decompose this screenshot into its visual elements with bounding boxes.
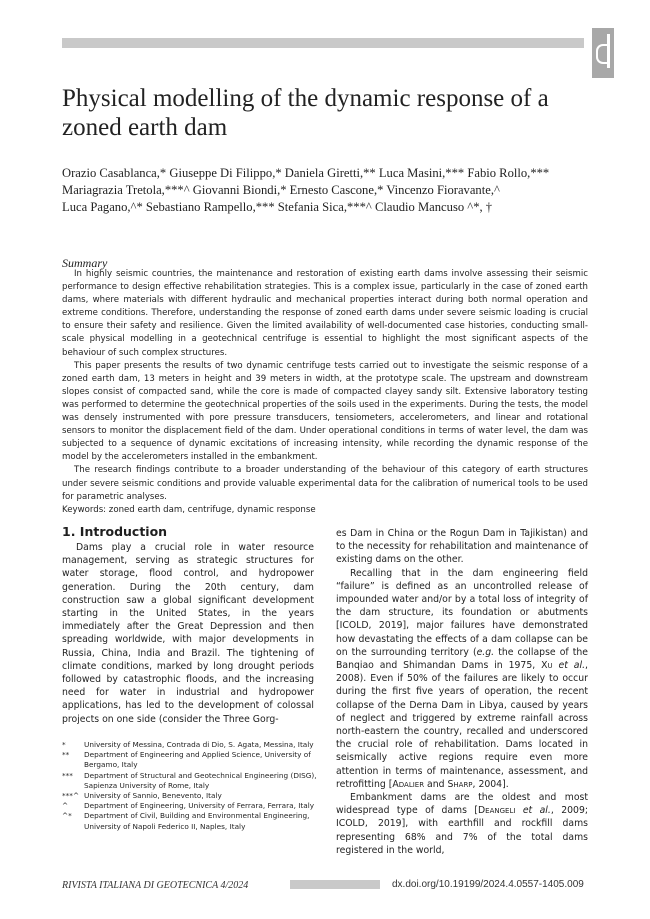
left-column (62, 541, 314, 726)
footnote: ^ Department of Engineering, University of Ferrara, Ferrara, Italy (62, 801, 315, 811)
citation: Deangeli (478, 805, 516, 817)
author-list (62, 165, 592, 216)
footnote: ** Department of Engineering and Applied Science, University of Bergamo, Italy (62, 750, 311, 770)
body-paragraph: Embankment dams are the oldest and most widespread type of dams [Deangeli et al., 2009; ICOLD, 2019], with earthfill and rockfill dams representing 68% and 7% of the total dams registered in the world, (336, 792, 589, 856)
affiliation-footnotes (62, 740, 317, 832)
body-paragraph: es Dam in China or the Rogun Dam in Tajikistan) and to the necessity for rehabilitation and maintenance of existing dams on the other. (336, 528, 588, 566)
citation: Sharp (447, 778, 473, 790)
author-line: Mariagrazia Tretola,***^ Giovanni Biondi,* Ernesto Cascone,* Vincenzo Fioravante,^ (62, 183, 500, 197)
body-paragraph: Recalling that in the dam engineering field “failure” is defined as an uncontrolled release of impounded water and/or by a total loss of integrity of the dam structure, its foundation or abutments [ICOLD, 2019], major failures have demonstrated how devastating the effects of a dam collapse can be on the surrounding territory (e.g. the collapse of the Banqiao and Shimandan Dams in 1975, Xu et al., 2008). Even if 50% of the failures are likely to occur during the first five years of operation, the recent collapse of the Derna Dam in Libya, caused by years of neglect and triggered by extreme rainfall across north-eastern the country, recalled and underscored the crucial role of rehabilitation. Dams located in seismically active regions require even more attention in terms of maintenance, assessment, and retrofitting [Adalier and Sharp, 2004]. (336, 567, 589, 790)
author-line: Orazio Casablanca,* Giuseppe Di Filippo,* Daniela Giretti,** Luca Masini,*** Fabio Rollo,*** (62, 166, 550, 180)
citation: Adalier (392, 778, 425, 790)
summary (62, 268, 588, 517)
footer-rule (290, 880, 380, 889)
header-rule (62, 38, 584, 48)
right-column (336, 527, 588, 857)
journal-footer: RIVISTA ITALIANA DI GEOTECNICA 4/2024 (62, 880, 249, 891)
summary-paragraph: In highly seismic countries, the maintenance and restoration of existing earth dams involve assessing their seismic performance to design effective rehabilitation strategies. This is a complex issue, particularly in the case of zoned earth dams, where materials with different hydraulic and mechanical properties interact during both normal operation and extreme conditions. Therefore, understanding the response of zoned earth dams under severe seismic loading is crucial to ensure their safety and resilience. Given the limited availability of well-documented case histories, conducting small-scale physical modelling in a geotechnical centrifuge is essential to highlight the most significant aspects of the behaviour of such complex structures. (62, 269, 588, 358)
journal-logo (592, 28, 614, 78)
citation: Xu (541, 660, 553, 672)
body-paragraph: Dams play a crucial role in water resource management, serving as strategic structures for water storage, flood control, and hydropower generation. During the 20th century, dam construction saw a global significant development starting in the United States, in the years immediately after the Great Depression and then spreading worldwide, with major developments in Russia, China, India and Brazil. The tightening of climate conditions, marked by long drought periods followed by catastrophic floods, and the increasing need for water in industrial and hydropower applications, has led to the development of colossal projects on one side (consider the Three Gorg- (62, 542, 314, 725)
summary-paragraph: The research findings contribute to a broader understanding of the behaviour of this category of earth structures under severe seismic conditions and provide valuable experimental data for the calibration of numerical tools to be used for parametric analyses. (62, 465, 588, 502)
footnote: *** Department of Structural and Geotechnical Engineering (DISG), Sapienza University of Rome, Italy (62, 770, 317, 790)
paper-title: Physical modelling of the dynamic response of a zoned earth dam (62, 85, 549, 141)
citation: ICOLD (336, 818, 365, 830)
citation: ICOLD (339, 620, 369, 632)
footnote: ***^ University of Sannio, Benevento, Italy (62, 791, 222, 801)
footnote: ^* Department of Civil, Building and Environmental Engineering, University of Napoli Federico II, Naples, Italy (62, 811, 310, 831)
section-heading: 1. Introduction (62, 524, 168, 539)
doi-link[interactable]: dx.doi.org/10.19199/2024.4.0557-1405.009 (392, 879, 584, 890)
summary-paragraph: This paper presents the results of two dynamic centrifuge tests carried out to investigate the seismic response of a zoned earth dam, 13 meters in height and 39 meters in width, at the prototype scale. The upstream and downstream slopes consist of compacted sand, while the core is made of compacted clayey sandy silt. Extensive laboratory testing was performed to determine the geotechnical properties of the soils used in the experiments. During the tests, the model was densely instrumented with pore pressure transducers, tensiometers, accelerometers, and linear and rotational sensors to monitor the displacement field of the dam. Under operational conditions in terms of water level, the dam was subjected to a sequence of dynamic excitations of increasing intensity, while recording the dynamic response of the model by the accelerometers installed in the embankment. (62, 360, 588, 463)
summary-heading: Summary (62, 256, 108, 270)
footnote: * University of Messina, Contrada di Dio, S. Agata, Messina, Italy (62, 740, 314, 749)
author-line: Luca Pagano,^* Sebastiano Rampello,*** Stefania Sica,***^ Claudio Mancuso ^*, † (62, 200, 493, 214)
keywords: Keywords: zoned earth dam, centrifuge, dynamic response (62, 504, 316, 515)
